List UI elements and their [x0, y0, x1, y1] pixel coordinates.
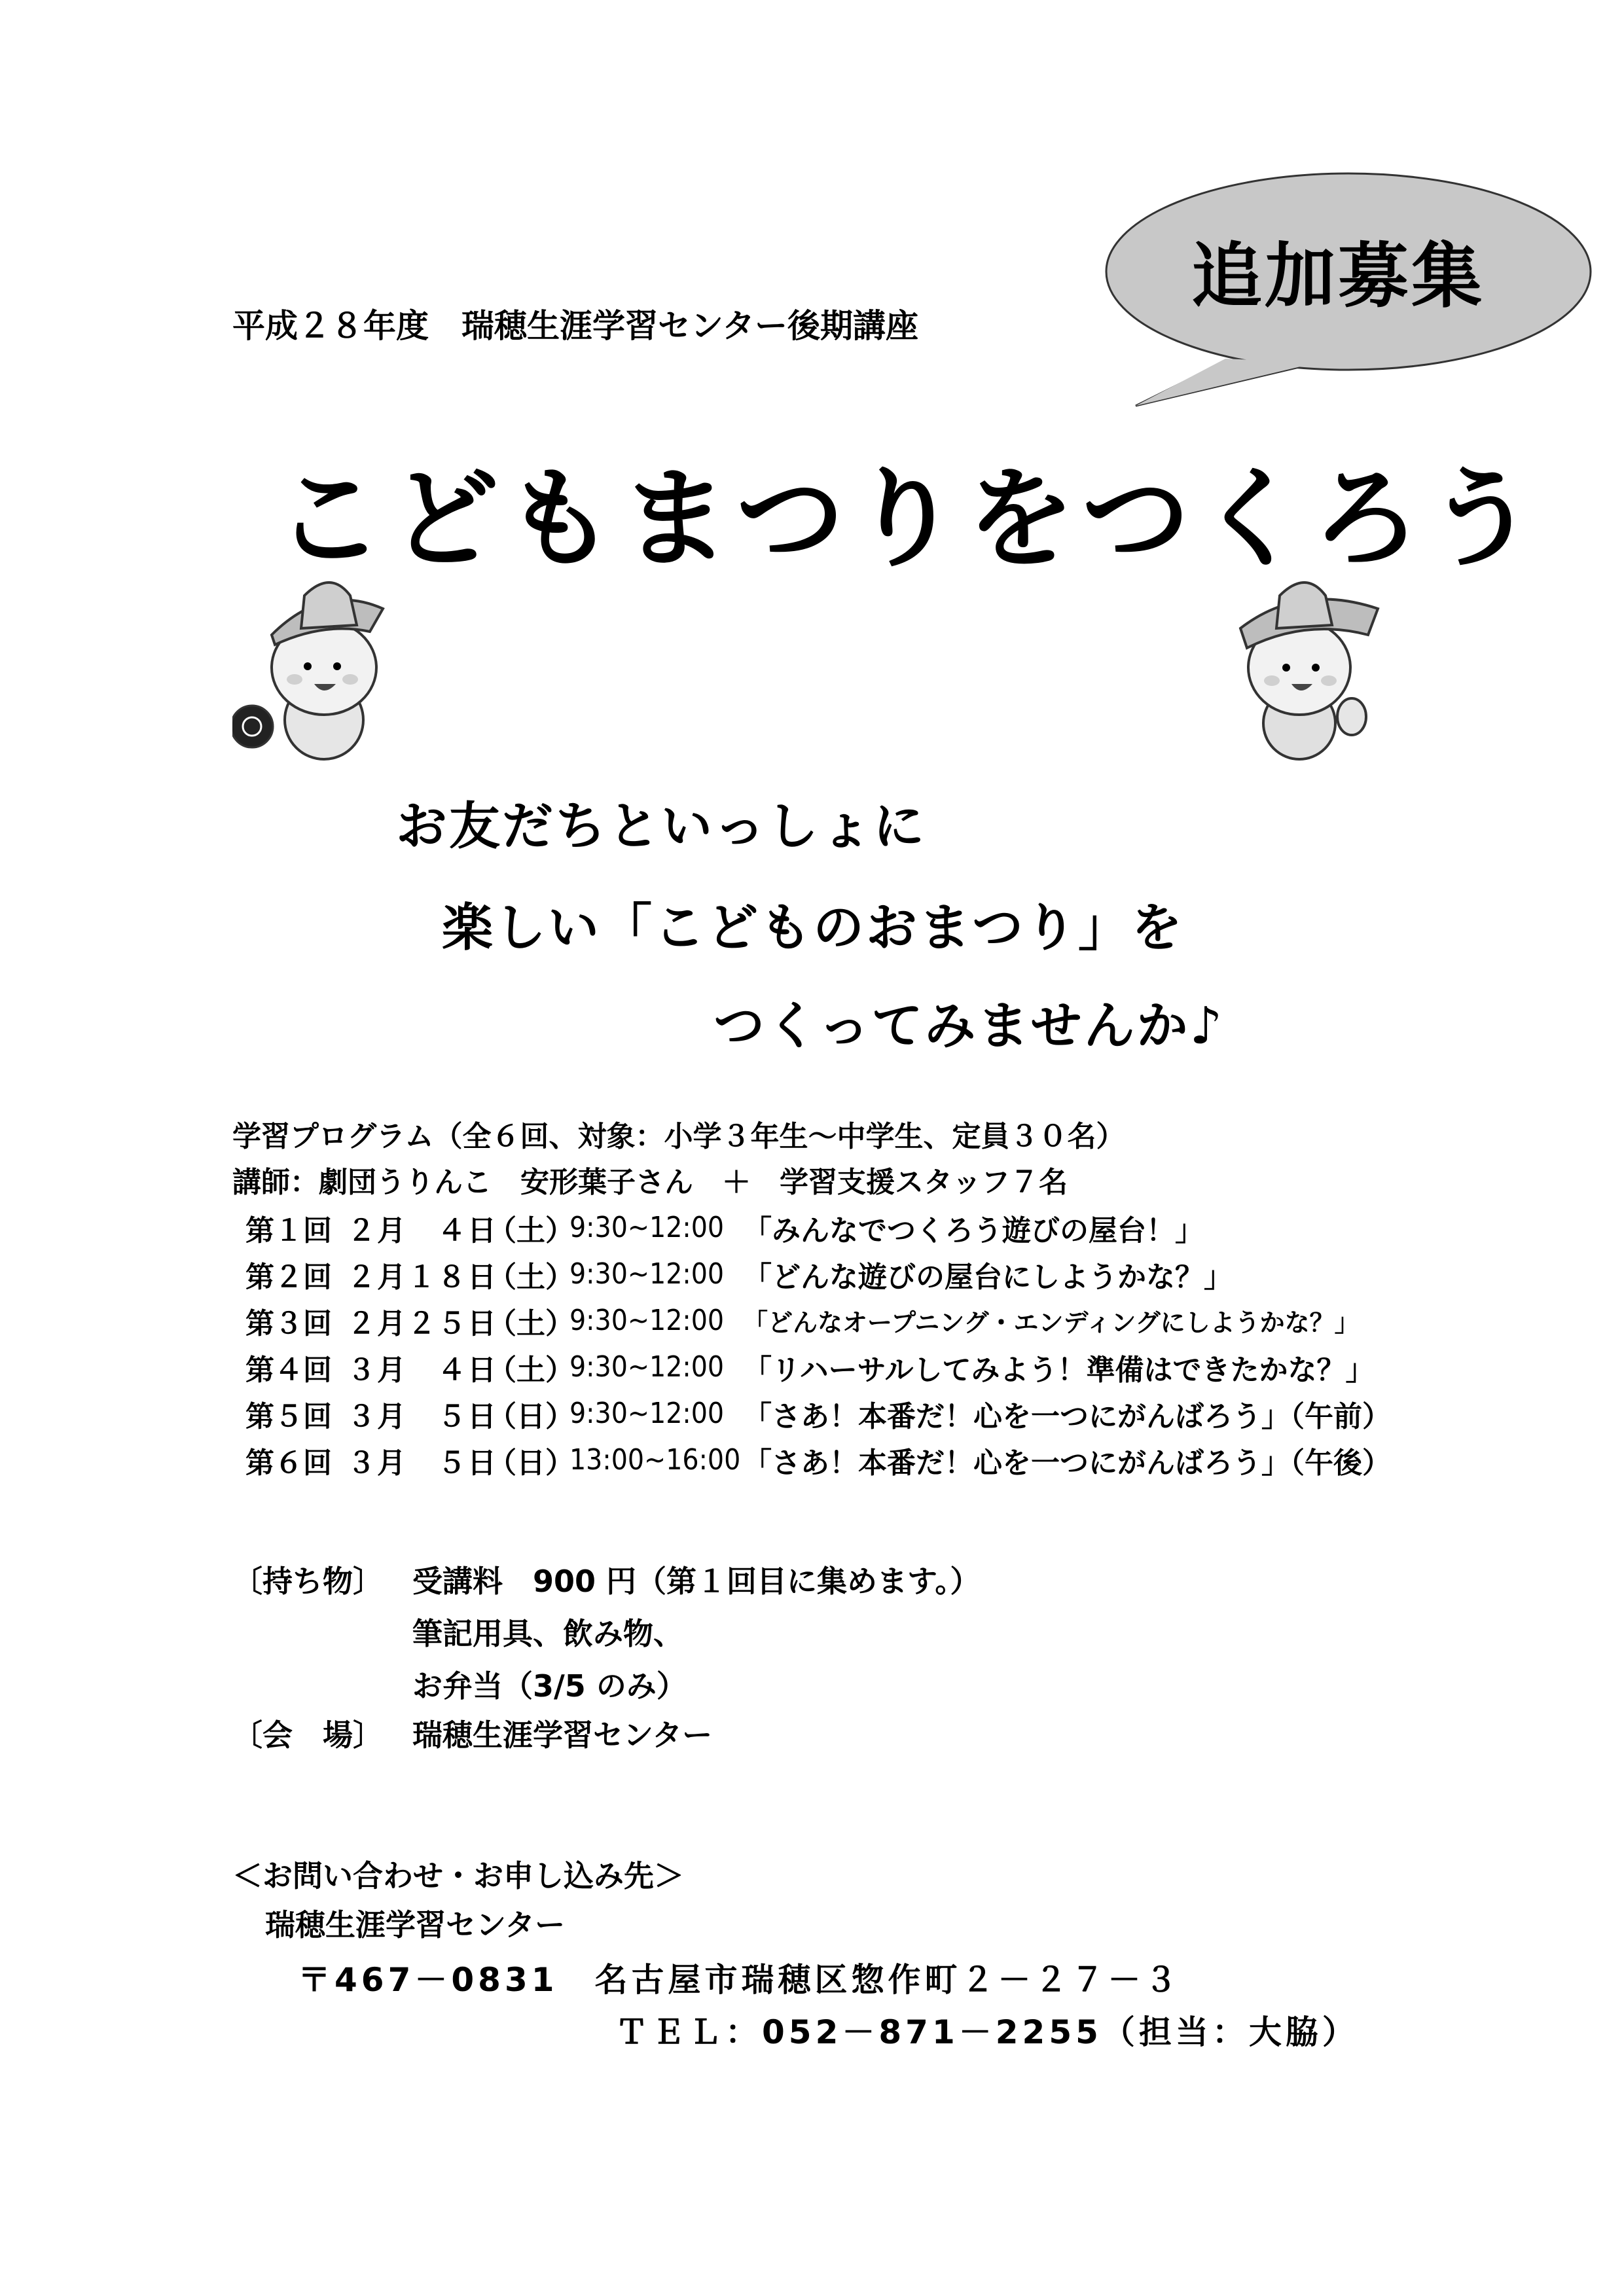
contact-heading: ＜お問い合わせ・お申し込み先＞	[232, 1858, 684, 1893]
session-row	[245, 1390, 1391, 1437]
session-number: 第６回	[245, 1446, 332, 1480]
session-number: 第１回	[245, 1213, 332, 1247]
belongings-line-3: お弁当（3/5 のみ）	[412, 1668, 687, 1704]
tagline-line-1: お友だちといっしょに	[396, 797, 927, 856]
session-day: （日）	[488, 1399, 574, 1433]
session-row	[245, 1437, 1391, 1483]
session-title: 「どんな遊びの屋台にしようかな？」	[743, 1260, 1233, 1294]
tagline-line-2: 楽しい「こどものおまつり」を	[442, 899, 1185, 958]
session-title: 「さあ！本番だ！心を一つにがんばろう」（午後）	[743, 1446, 1391, 1480]
session-date: ２月２５日	[347, 1306, 497, 1340]
contact-phone: ＴＥＬ：052－871－2255（担当：大脇）	[615, 2013, 1359, 2051]
session-time: 9:30~12:00	[569, 1211, 725, 1244]
session-title: 「リハーサルしてみよう！準備はできたかな？」	[743, 1353, 1375, 1387]
session-title: 「みんなでつくろう遊びの屋台！」	[743, 1213, 1204, 1247]
venue-label: 〔会 場〕	[232, 1717, 383, 1753]
session-row	[245, 1344, 1391, 1390]
belongings-line-2: 筆記用具、飲み物、	[412, 1616, 683, 1651]
session-date: ３月 ５日	[347, 1399, 497, 1433]
session-day: （日）	[488, 1446, 574, 1480]
session-number: 第３回	[245, 1306, 332, 1340]
session-row	[245, 1204, 1391, 1251]
session-time: 9:30~12:00	[569, 1304, 725, 1337]
contact-address: 〒467－0831 名古屋市瑞穂区惣作町２－２７－３	[298, 1961, 1182, 1999]
session-time: 9:30~12:00	[569, 1397, 725, 1430]
session-date: ３月 ４日	[347, 1353, 497, 1387]
session-number: 第４回	[245, 1353, 332, 1387]
course-series: 平成２８年度 瑞穂生涯学習センター後期講座	[232, 307, 918, 345]
session-number: 第２回	[245, 1260, 332, 1294]
belongings-label: 〔持ち物〕	[232, 1564, 383, 1599]
program-summary: 学習プログラム（全６回、対象：小学３年生～中学生、定員３０名）	[232, 1120, 1125, 1153]
venue-value: 瑞穂生涯学習センター	[412, 1717, 713, 1753]
contact-organization: 瑞穂生涯学習センター	[265, 1907, 566, 1943]
lecturer-line: 講師：劇団うりんこ 安形葉子さん ＋ 学習支援スタッフ７名	[232, 1166, 1068, 1199]
session-date: ３月 ５日	[347, 1446, 497, 1480]
page-title: こどもまつりをつくろう	[275, 456, 1542, 583]
session-day: （土）	[488, 1306, 574, 1340]
belongings-line-1: 受講料 900 円（第１回目に集めます。）	[412, 1564, 981, 1599]
tagline-line-3: つくってみませんか♪	[713, 997, 1225, 1056]
session-day: （土）	[488, 1213, 574, 1247]
session-time: 13:00~16:00	[569, 1443, 741, 1477]
session-number: 第５回	[245, 1399, 332, 1433]
session-date: ２月 ４日	[347, 1213, 497, 1247]
session-day: （土）	[488, 1353, 574, 1387]
session-date: ２月１８日	[347, 1260, 497, 1294]
session-row	[245, 1251, 1391, 1297]
session-time: 9:30~12:00	[569, 1350, 725, 1384]
session-time: 9:30~12:00	[569, 1257, 725, 1291]
mascot-right-icon	[1221, 569, 1391, 766]
session-title: 「さあ！本番だ！心を一つにがんばろう」（午前）	[743, 1399, 1391, 1433]
mascot-left-icon	[232, 569, 403, 766]
session-title: 「どんなオープニング・エンディングにしようかな？」	[743, 1308, 1360, 1337]
additional-recruitment-label: 追加募集	[1191, 236, 1485, 317]
session-row	[245, 1297, 1391, 1344]
session-schedule	[245, 1204, 1391, 1483]
session-day: （土）	[488, 1260, 574, 1294]
